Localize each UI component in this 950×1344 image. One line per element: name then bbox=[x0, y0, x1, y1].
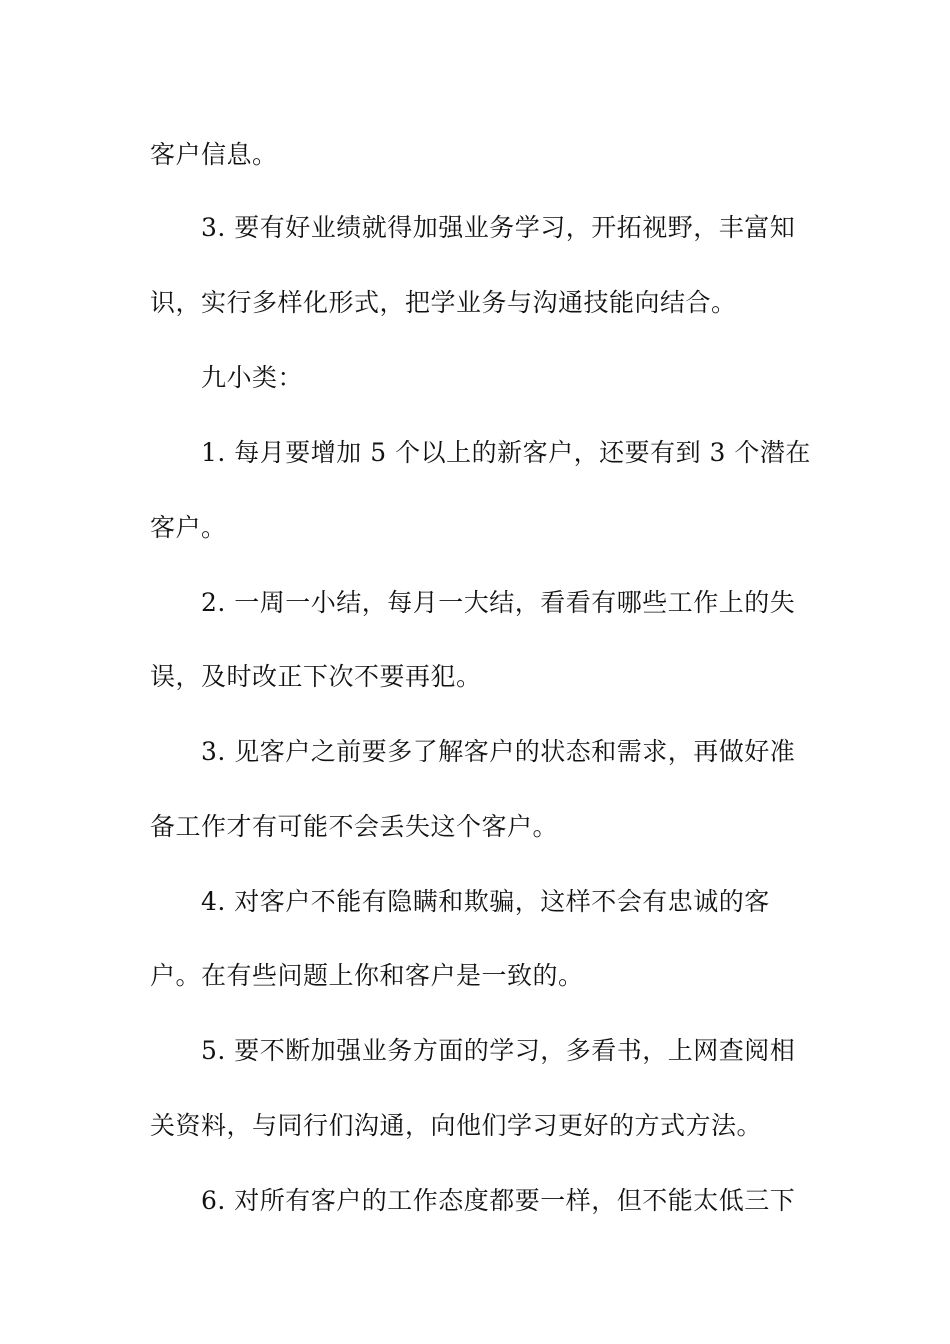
text-line-9: 3. 见客户之前要多了解客户的状态和需求，再做好准 bbox=[201, 737, 796, 766]
text-line-15: 6. 对所有客户的工作态度都要一样，但不能太低三下 bbox=[201, 1186, 796, 1215]
text-line-8: 误，及时改正下次不要再犯。 bbox=[150, 662, 482, 691]
text-line-1: 客户信息。 bbox=[150, 140, 278, 169]
text-line-6: 客户。 bbox=[150, 513, 227, 542]
text-line-13: 5. 要不断加强业务方面的学习，多看书，上网查阅相 bbox=[201, 1036, 796, 1065]
text-line-11: 4. 对客户不能有隐瞒和欺骗，这样不会有忠诚的客 bbox=[201, 887, 770, 916]
text-line-3: 识，实行多样化形式，把学业务与沟通技能向结合。 bbox=[150, 288, 737, 317]
text-line-12: 户。在有些问题上你和客户是一致的。 bbox=[150, 961, 584, 990]
text-line-2: 3. 要有好业绩就得加强业务学习，开拓视野，丰富知 bbox=[201, 213, 796, 242]
text-line-14: 关资料，与同行们沟通，向他们学习更好的方式方法。 bbox=[150, 1111, 763, 1140]
section-heading: 九小类： bbox=[201, 363, 304, 392]
text-line-5: 1. 每月要增加 5 个以上的新客户，还要有到 3 个潜在 bbox=[201, 438, 811, 467]
text-line-10: 备工作才有可能不会丢失这个客户。 bbox=[150, 812, 559, 841]
text-line-7: 2. 一周一小结，每月一大结，看看有哪些工作上的失 bbox=[201, 588, 796, 617]
